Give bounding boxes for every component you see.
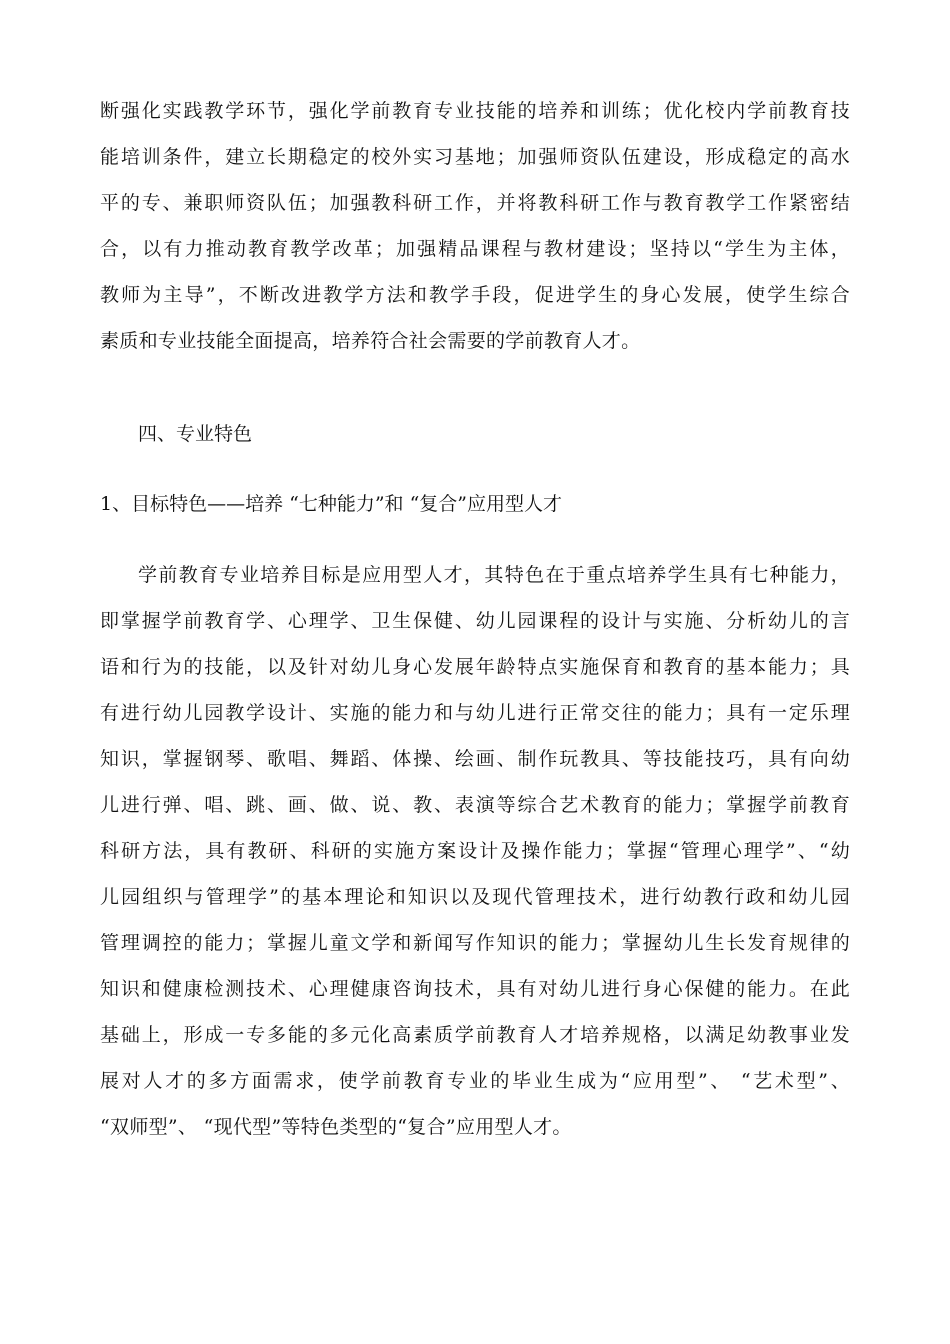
paragraph-practice-teaching	[100, 92, 850, 360]
paragraph-line: 科研方法，具有教研、科研的实施方案设计及操作能力；掌握“管理心理学”、“幼	[100, 840, 850, 862]
paragraph-line: 儿进行弹、唱、跳、画、做、说、教、表演等综合艺术教育的能力；掌握学前教育	[100, 794, 850, 816]
paragraph-line: 合，以有力推动教育教学改革；加强精品课程与教材建设；坚持以“学生为主体，	[100, 238, 850, 260]
paragraph-line: 断强化实践教学环节，强化学前教育专业技能的培养和训练；优化校内学前教育技	[100, 100, 850, 122]
paragraph-line: 有进行幼儿园教学设计、实施的能力和与幼儿进行正常交往的能力；具有一定乐理	[100, 702, 850, 724]
paragraph-line: 管理调控的能力；掌握儿童文学和新闻写作知识的能力；掌握幼儿生长发育规律的	[100, 932, 850, 954]
paragraph-line: 教师为主导”，不断改进教学方法和教学手段，促进学生的身心发展，使学生综合	[100, 284, 850, 306]
paragraph-line: 知识，掌握钢琴、歌唱、舞蹈、体操、绘画、制作玩教具、等技能技巧，具有向幼	[100, 748, 850, 770]
section-heading: 四、专业特色	[138, 423, 253, 445]
subsection-heading: 1、目标特色——培养 “七种能力”和 “复合”应用型人才	[100, 493, 563, 515]
paragraph-line: 展对人才的多方面需求，使学前教育专业的毕业生成为“应用型”、 “艺术型”、	[100, 1070, 850, 1092]
paragraph-line: 基础上，形成一专多能的多元化高素质学前教育人才培养规格，以满足幼教事业发	[100, 1024, 850, 1046]
paragraph-line: 平的专、兼职师资队伍；加强教科研工作，并将教科研工作与教育教学工作紧密结	[100, 192, 850, 214]
paragraph-line: 素质和专业技能全面提高，培养符合社会需要的学前教育人才。	[100, 330, 641, 352]
paragraph-line: 能培训条件，建立长期稳定的校外实习基地；加强师资队伍建设，形成稳定的高水	[100, 146, 850, 168]
paragraph-target-features	[100, 556, 850, 1146]
paragraph-line: “双师型”、 “现代型”等特色类型的“复合”应用型人才。	[100, 1116, 572, 1138]
paragraph-line: 语和行为的技能，以及针对幼儿身心发展年龄特点实施保育和教育的基本能力；具	[100, 656, 850, 678]
paragraph-line: 学前教育专业培养目标是应用型人才，其特色在于重点培养学生具有七种能力，	[138, 564, 850, 586]
paragraph-line: 知识和健康检测技术、心理健康咨询技术，具有对幼儿进行身心保健的能力。在此	[100, 978, 850, 1000]
paragraph-line: 即掌握学前教育学、心理学、卫生保健、幼儿园课程的设计与实施、分析幼儿的言	[100, 610, 850, 632]
paragraph-line: 儿园组织与管理学”的基本理论和知识以及现代管理技术，进行幼教行政和幼儿园	[100, 886, 850, 908]
